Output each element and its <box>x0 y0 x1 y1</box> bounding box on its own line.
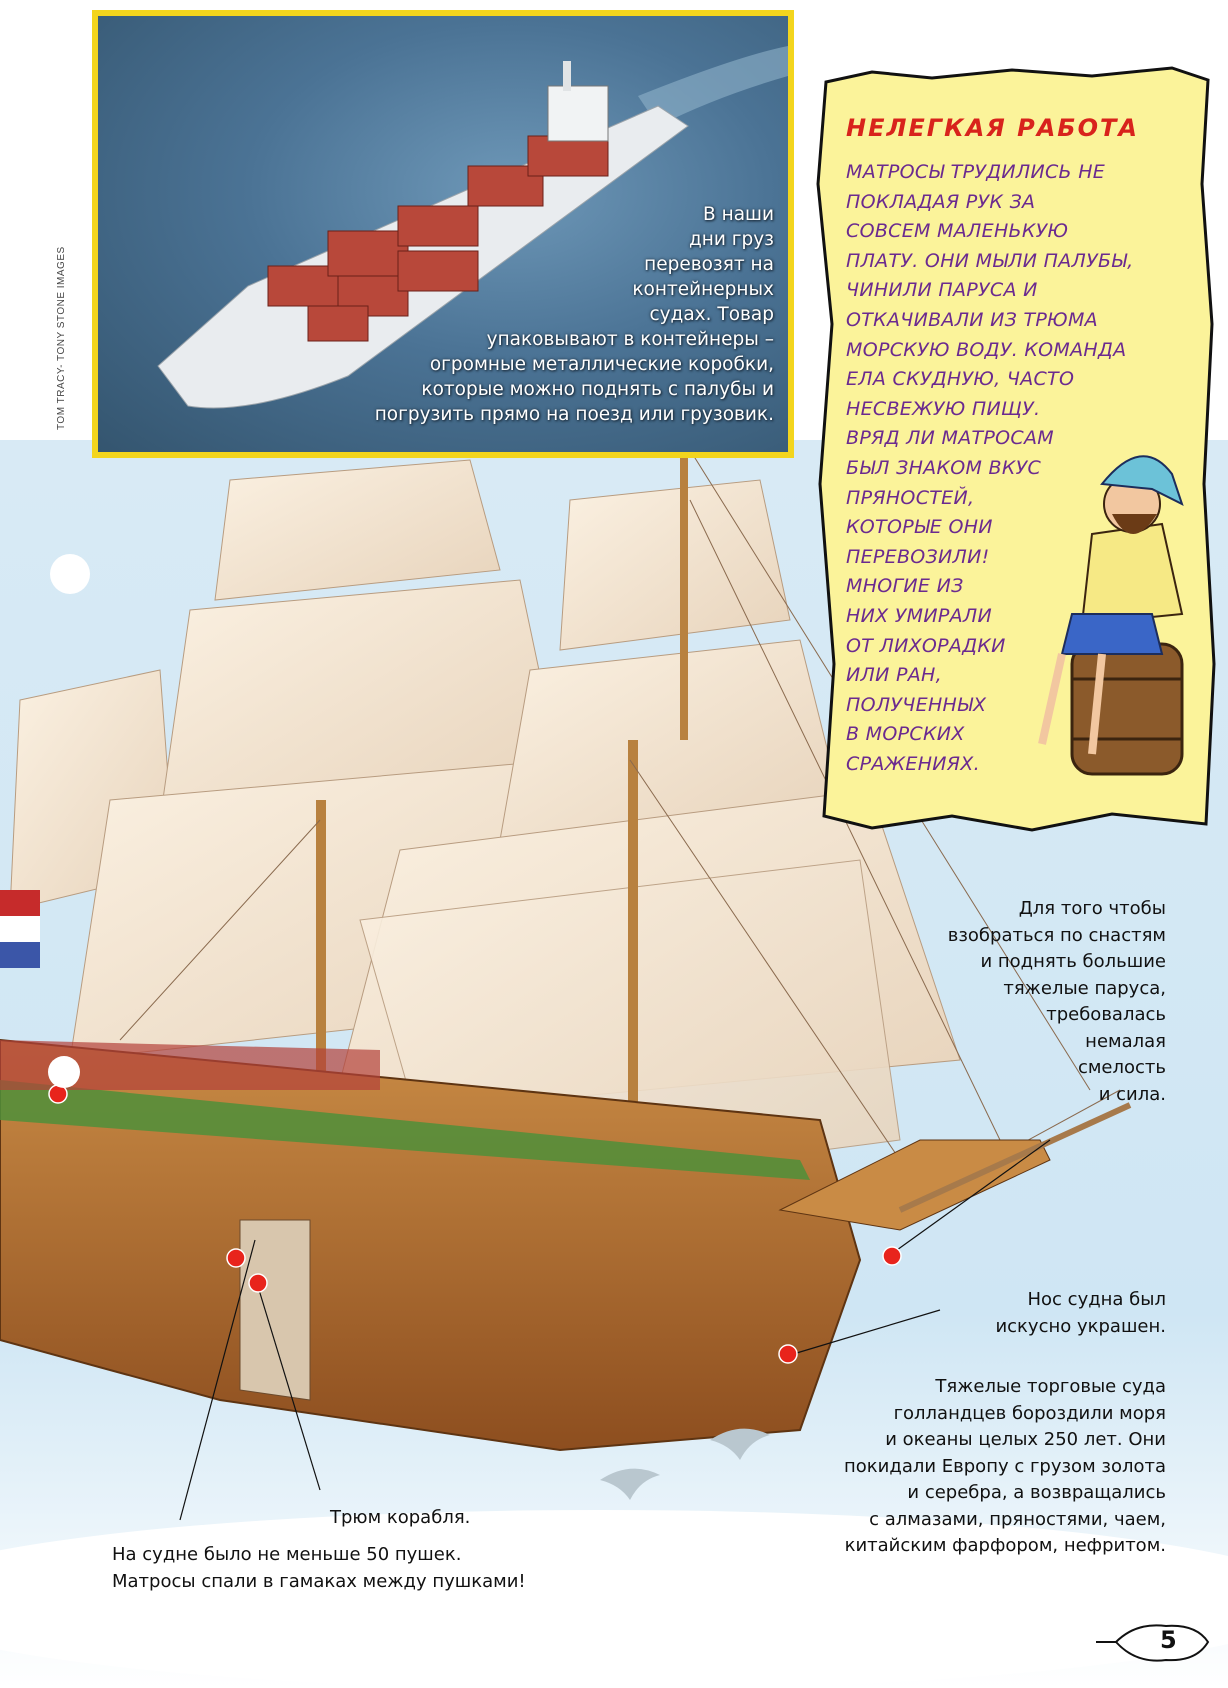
page-number-badge <box>1096 1612 1216 1672</box>
container-ship-photo <box>98 16 788 452</box>
marker-bow-rigging <box>883 1247 901 1265</box>
photo-caption: В наши дни груз перевозят на контейнерных судах. Товар упаковывают в контейнеры – огромные металлические коробки, которые можно поднять с палубы и погрузить прямо на поезд или грузовик. <box>374 204 774 425</box>
sidebar-body: МАТРОСЫ ТРУДИЛИСЬ НЕ ПОКЛАДАЯ РУК ЗА СОВСЕМ МАЛЕНЬКУЮ ПЛАТУ. ОНИ МЫЛИ ПАЛУБЫ, ЧИНИЛИ ПАРУСА И ОТКАЧИВАЛИ ИЗ ТРЮМА МОРСКУЮ ВОДУ. КОМАНДА ЕЛА СКУДНУЮ, ЧАСТО НЕСВЕЖУЮ ПИЩУ. ВРЯД ЛИ МАТРОСАМ БЫЛ ЗНАКОМ ВКУС ПРЯНОСТЕЙ, КОТОРЫЕ ОНИ ПЕРЕВОЗИЛИ! МНОГИЕ ИЗ НИХ УМИРАЛИ ОТ ЛИХОРАДКИ ИЛИ РАН, ПОЛУЧЕННЫХ В МОРСКИХ СРАЖЕНИЯХ. <box>846 161 1134 775</box>
sailor-on-barrel-icon <box>1032 444 1212 784</box>
container-ship-photo-frame <box>92 10 794 458</box>
sidebar-title: НЕЛЕГКАЯ РАБОТА <box>846 114 1139 142</box>
caption-bow: Нос судна был искусно украшен. <box>995 1289 1166 1337</box>
page-number: 5 <box>1160 1626 1177 1654</box>
caption-trade: Тяжелые торговые суда голландцев бороздили моря и океаны целых 250 лет. Они покидали Европу с грузом золота и серебра, а возвращались с алмазами, пряностями, чаем, китайским фарфором, нефритом. <box>844 1376 1166 1556</box>
caption-hold: Трюм корабля. <box>330 1507 471 1528</box>
marker-figurehead <box>779 1345 797 1363</box>
marker-hold-lower <box>249 1274 267 1292</box>
photo-credit: TOM TRACY- TONY STONE IMAGES <box>56 246 67 430</box>
sidebar-parchment <box>812 64 1216 834</box>
caption-rigging: Для того чтобы взобраться по снастям и поднять большие тяжелые паруса, требовалась немалая смелость и сила. <box>947 898 1166 1105</box>
page-number-swirl-icon <box>1096 1612 1216 1672</box>
caption-cannons: На судне было не меньше 50 пушек. Матросы спали в гамаках между пушками! <box>112 1544 526 1592</box>
marker-hold-upper <box>227 1249 245 1267</box>
